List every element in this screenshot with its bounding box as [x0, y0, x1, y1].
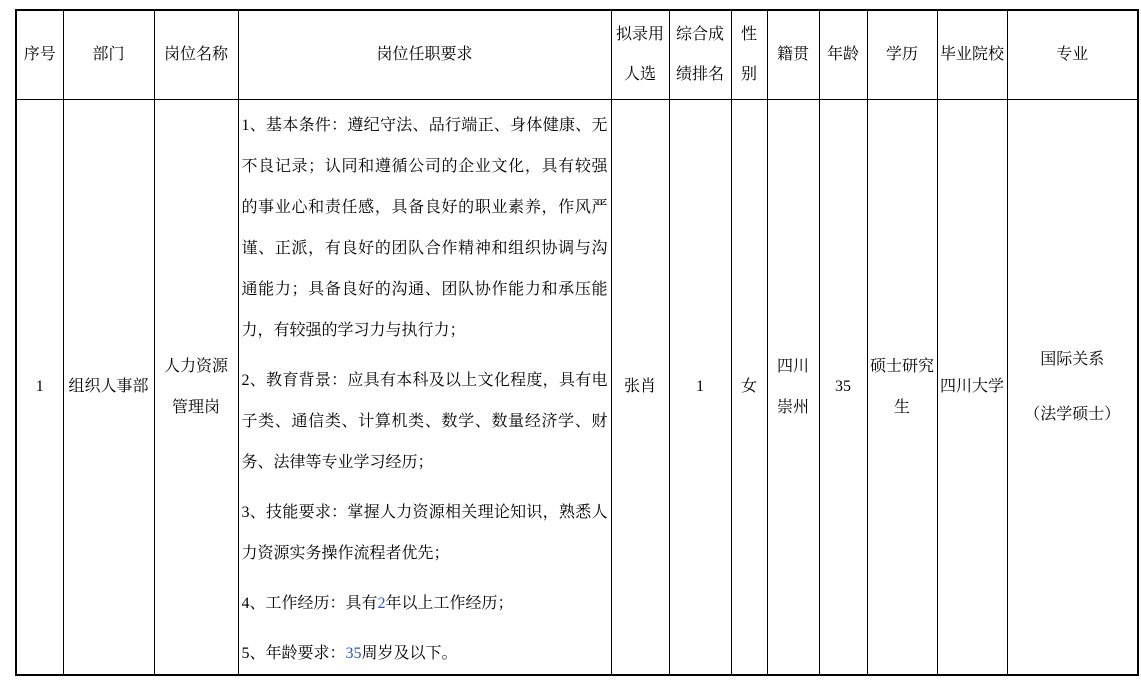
cell-major — [1007, 99, 1138, 675]
cell-rank: 1 — [669, 99, 731, 675]
header-row — [16, 10, 1138, 99]
header-index: 序号 — [16, 10, 63, 99]
header-position: 岗位名称 — [154, 10, 238, 99]
requirement-paragraph-basic: 1、基本条件：遵纪守法、品行端正、身体健康、无不良记录；认同和遵循公司的企业文化，具有较强的事业心和责任感，具备良好的职业素养，作风严谨、正派，有良好的团队合作精神和组织协调与沟通能力；具备良好的沟通、团队协作能力和承压能力，有较强的学习力与执行力； — [241, 116, 608, 339]
table-row — [16, 99, 1138, 675]
header-rank: 综合成绩排名 — [669, 10, 731, 99]
requirement-paragraph-skills: 3、技能要求：掌握人力资源相关理论知识，熟悉人力资源实务操作流程者优先； — [241, 503, 608, 562]
cell-position: 人力资源管理岗 — [154, 99, 238, 675]
recruitment-table — [15, 9, 1139, 676]
experience-text-post: 年以上工作经历； — [385, 594, 514, 612]
header-native-place: 籍贯 — [767, 10, 819, 99]
cell-university: 四川大学 — [937, 99, 1007, 675]
header-requirements: 岗位任职要求 — [238, 10, 611, 99]
cell-gender: 女 — [731, 99, 767, 675]
requirement-paragraph-education: 2、教育背景：应具有本科及以上文化程度，具有电子类、通信类、计算机类、数学、数量经济学、财务、法律等专业学习经历； — [241, 371, 608, 471]
header-major: 专业 — [1007, 10, 1138, 99]
cell-native-place: 四川崇州 — [767, 99, 819, 675]
requirements-text — [242, 100, 608, 666]
cell-candidate: 张肖 — [611, 99, 669, 675]
header-candidate: 拟录用人选 — [611, 10, 669, 99]
header-gender: 性别 — [731, 10, 767, 99]
header-university: 毕业院校 — [937, 10, 1007, 99]
cell-age: 35 — [819, 99, 867, 675]
cell-requirements — [238, 99, 611, 675]
major-line-2: （法学硕士） — [1024, 405, 1121, 423]
experience-years-number: 2 — [377, 594, 386, 612]
age-limit-number: 35 — [345, 644, 362, 662]
cell-department: 组织人事部 — [63, 99, 154, 675]
age-text-post: 周岁及以下。 — [361, 644, 458, 662]
header-age: 年龄 — [819, 10, 867, 99]
cell-education: 硕士研究生 — [867, 99, 937, 675]
experience-text-pre: 4、工作经历：具有 — [241, 594, 378, 612]
requirement-paragraph-age — [242, 633, 608, 666]
major-line-1: 国际关系 — [1040, 350, 1105, 368]
cell-index: 1 — [16, 99, 63, 675]
age-text-pre: 5、年龄要求： — [241, 644, 346, 662]
header-education: 学历 — [867, 10, 937, 99]
requirement-paragraph-experience — [242, 583, 608, 624]
header-department: 部门 — [63, 10, 154, 99]
